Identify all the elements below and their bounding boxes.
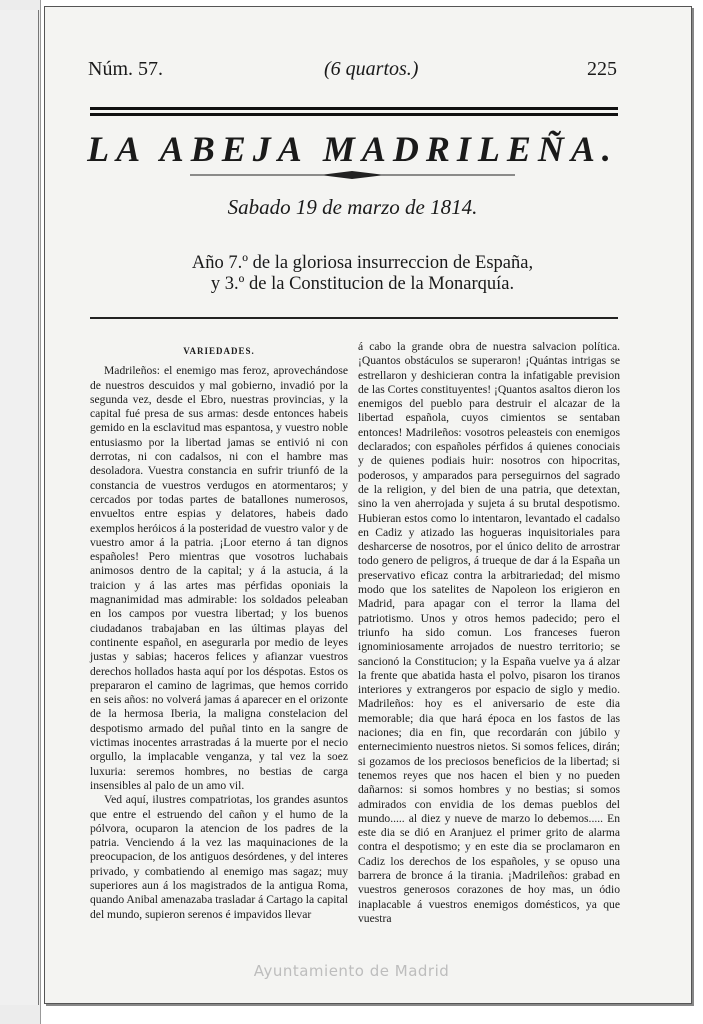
watermark: Ayuntamiento de Madrid [253, 962, 450, 980]
previous-page-edge [0, 10, 39, 1005]
ornament-divider [190, 170, 515, 180]
article-column-left [90, 340, 348, 922]
issue-price: (6 quartos.) [324, 58, 419, 80]
section-heading: VARIEDADES. [183, 346, 255, 356]
issue-number: Núm. 57. [88, 58, 163, 80]
header-rule [90, 107, 618, 116]
section-rule [90, 317, 618, 319]
article-paragraph: á cabo la grande obra de nuestra salvacion política. ¡Quantos obstáculos se superaron! ¡Quántas intrigas se estrellaron y deshicieran contra la infatigable prevision de las Cortes constituyentes! ¡Quantos asaltos dieron los enemigos del pueblo para destruir el alcazar de la libertad española, cuyos cimientos se sentaban entonces! Madrileños: vosotros peleasteis con enemigos declarados; con españoles pérfidos á quienes conociais y de quienes podiais huir: nosotros con hipocritas, poderosos, y amparados para perseguirnos del sagrado de la religion, y del bien de una patria, que detextan, sino la ven aherrojada y sujeta á su brutal despotismo. Hubieran estos como lo intentaron, levantado el cadalso en Cadiz y atizado las hogueras inquisitoriales para desharcerse de nosotros, por el único delito de arrostrar todo genero de peligros, á trueque de dar á la España un preservativo eficaz contra la arbitrariedad; del mismo modo que los satelites de Napoleon los erigieron en Madrid, para apagar con el terror la llama del patriotismo. Unos y otros hemos padecido; pero el triunfo ha sido comun. Los franceses fueron ignominiosamente arrojados de nuestro territorio; se sancionó la Constitucion; y la España vuelve ya á alzar la frente que abatida hasta el polvo, pisaron los tiranos interiores y extrangeros por espacio de siglo y medio. Madrileños: hoy es el aniversario de este dia memorable; dia que hará época en los fastos de las naciones; dia en fin, que recordarán con júbilo y enternecimiento nuestros nietos. Si somos felices, dirán; si gozamos de los preciosos beneficios de la libertad; si tenemos reyes que nos hacen el bien y no pueden dañarnos: si somos hombres y no bestias; si somos admirados con envidia de los demas pueblos del mundo..... al diez y nueve de marzo lo debemos..... En este dia se dió en Aranjuez el primer grito de alarma contra el despotismo; y en este dia se proclamaron en Cadiz los derechos de los españoles, y se opuso una barrera de bronce á la tirania. ¡Madrileños: grabad en vuestros generosos corazones de hoy mas, un ódio inaplacable á vuestros enemigos domésticos, ya que vuestra [358, 340, 620, 925]
article-paragraph: Ved aquí, ilustres compatriotas, los grandes asuntos que entre el estruendo del cañon y el humo de la pólvora, ocuparon la atencion de los padres de la patria. Venciendo á la vez las maquinaciones de la preocupacion, de los antiguos desórdenes, y del interes privado, y combatiendo al enemigo mas sagaz; muy superiores aun á los magistrados de la antigua Roma, quando Anibal amenazaba trasladar á Cartago la capital del mundo, supieron serenos é impavidos llevar [90, 793, 348, 921]
anniversary-line-2: y 3.º de la Constitucion de la Monarquía. [210, 274, 515, 294]
page-number: 225 [587, 58, 617, 80]
page-header [88, 58, 617, 84]
issue-date: Sabado 19 de marzo de 1814. [227, 195, 478, 219]
article-paragraph: Madrileños: el enemigo mas feroz, aprovechándose de nuestros descuidos y mal gobierno, invadió por la segunda vez, desde el Ebro, nuestras provincias, y la capital fué presa de sus armas: desde entonces habeis gemido en la esclavitud mas espantosa, y vuestro noble entusiasmo por la libertad jamas se entivió ni con derrotas, ni con cadalsos, ni con el hambre mas desoladora. Vuestra constancia en sufrir triunfó de la constancia de vuestros verdugos en atormentaros; y cercados por todas partes de batallones numerosos, envueltos entre espias y delatores, habeis dado exemplos heróicos á la posteridad de vuestro valor y de vuestro amor á la patria. ¡Loor eterno á tan dignos españoles! Pero mientras que vosotros luchabais animosos dentro de la capital; y á la astucia, á la traicion y á las artes mas pérfidas oponiais la magnanimidad mas admirable: los soldados peleaban en los campos por vuestra libertad; y los buenos ciudadanos trabajaban en las últimas playas del continente español, en asegurarla por medio de leyes justas y sabias; haceros felices y afianzar vuestros derechos hollados hasta aquí por los déspotas. Estos os prepararon el camino de lagrimas, que hemos corrido en seis años: no volverá jamas á aparecer en el orizonte de la hermosa Iberia, la maligna constelacion del despotismo armado del puñal tinto en la sangre de victimas inocentes arrastradas á la muerte por el necio orgullo, la implacable venganza, y tal vez la soez luxuria: seremos hombres, no bestias de carga insensibles al palo de un amo vil. [90, 364, 348, 792]
article-column-right [358, 340, 620, 926]
masthead-title: LA ABEJA MADRILEÑA. [87, 129, 618, 169]
anniversary-line-1: Año 7.º de la gloriosa insurreccion de España, [191, 253, 534, 273]
